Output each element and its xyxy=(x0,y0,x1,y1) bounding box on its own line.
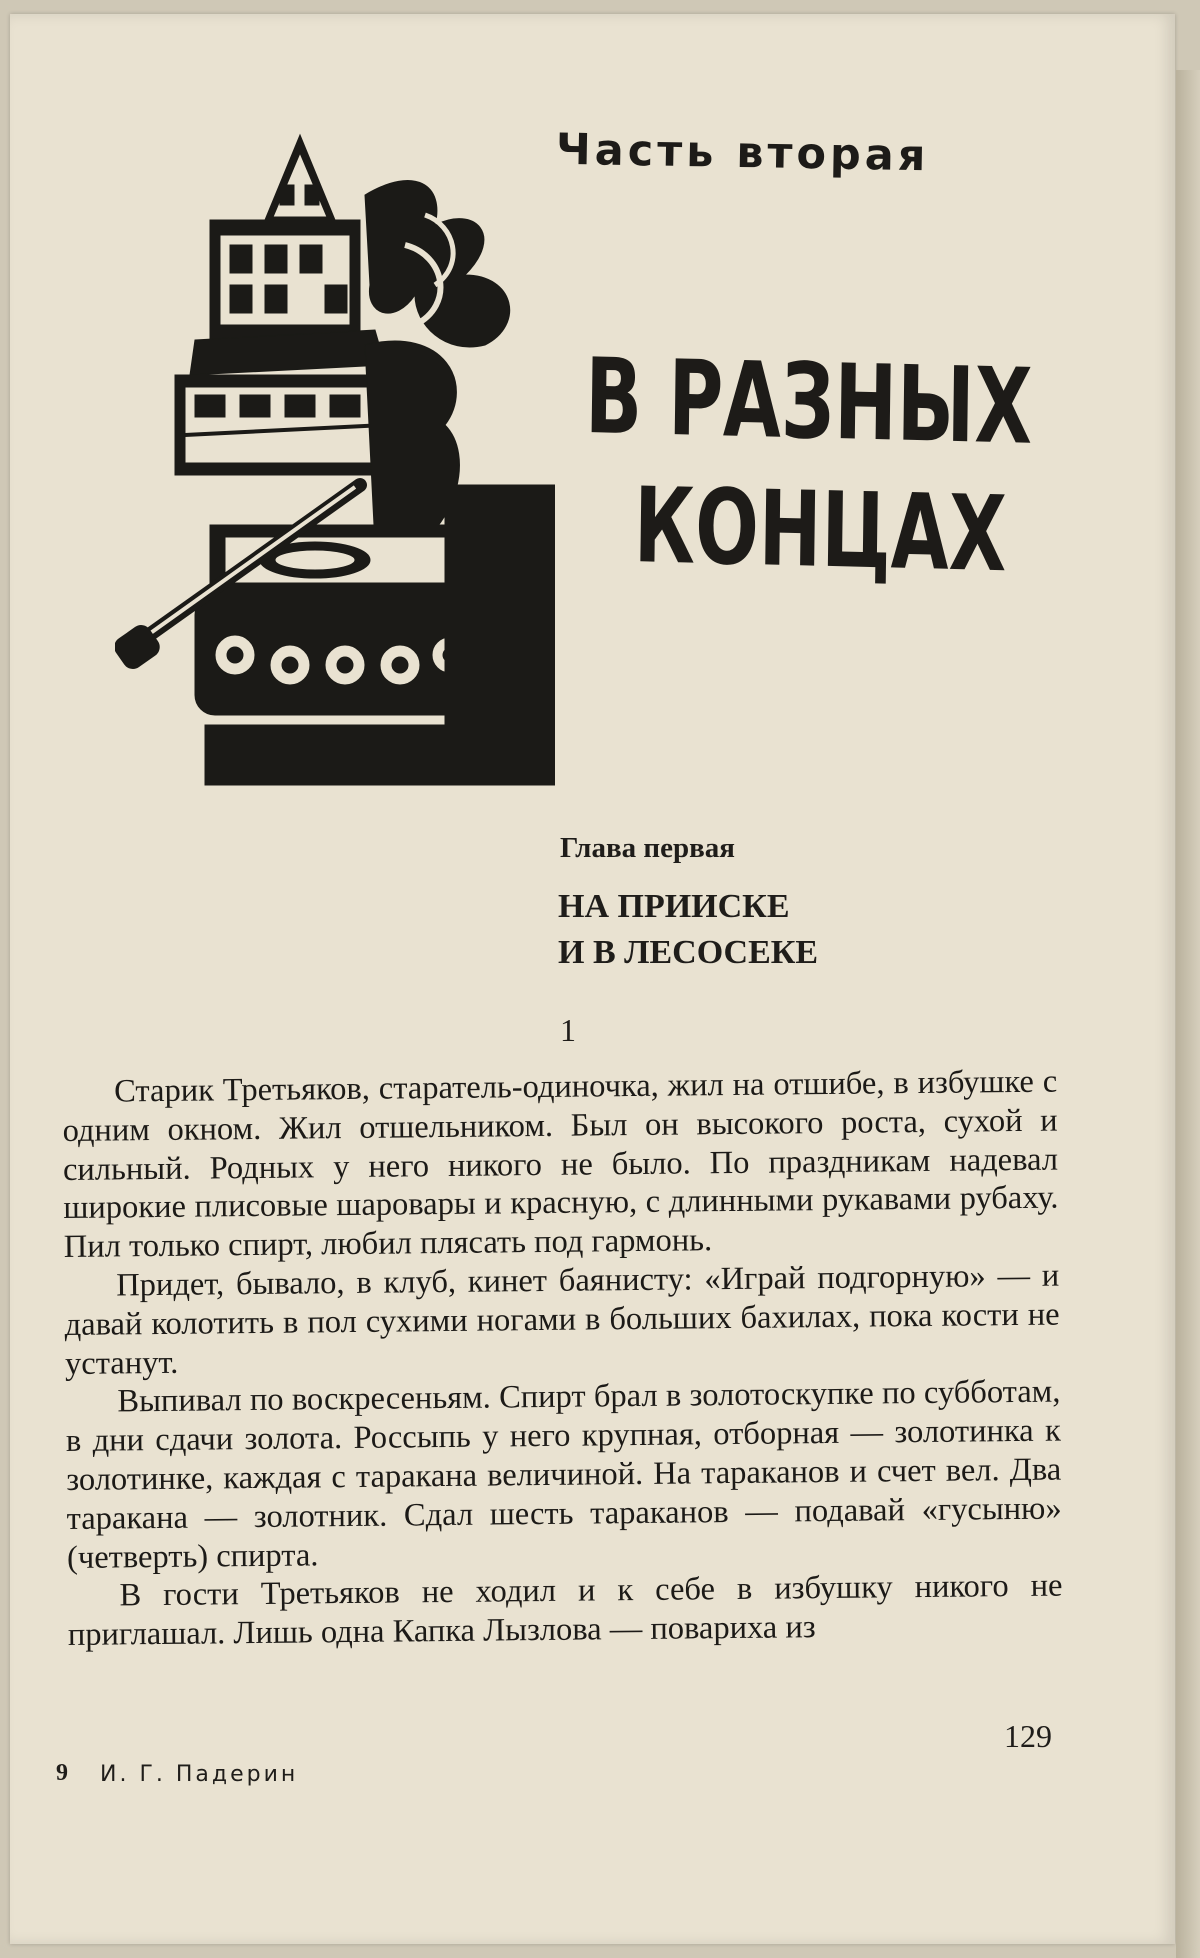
body-text xyxy=(62,1063,1063,1655)
paragraph: Старик Третьяков, старатель-одиночка, жил на отшибе, в избушке с одним окном. Жил отшельником. Был он высокого роста, сухой и сильный. Родных у него никого не было. По праздникам надевал широкие плисовые шаровары и красную, с длинными рукавами рубаху. Пил только спирт, любил плясать под гармонь. xyxy=(62,1063,1059,1266)
part-label: Часть вторая xyxy=(555,124,930,182)
chapter-label: Глава первая xyxy=(560,832,735,864)
part-title-line-1: В РАЗНЫХ xyxy=(584,334,1034,468)
signature-mark: 9 xyxy=(56,1760,68,1786)
section-number: 1 xyxy=(560,1012,576,1048)
part-title-line-2: КОНЦАХ xyxy=(633,464,1008,596)
page-number: 129 xyxy=(1004,1718,1052,1754)
author-footer: И. Г. Падерин xyxy=(100,1762,299,1787)
chapter-title xyxy=(558,884,818,976)
part-title xyxy=(583,332,1034,596)
paragraph: Выпивал по воскресеньям. Спирт брал в золотоскупке по субботам, в дни сдачи золота. Россыпь у него крупная, отборная — золотинка к золотинке, каждая с таракана величиной. На тараканов и счет вел. Два таракана — золотник. Сдал шесть тараканов — подавай «гусыню» (четверть) спирта. xyxy=(65,1373,1062,1576)
paragraph: В гости Третьяков не ходил и к себе в избушку никого не приглашал. Лишь одна Капка Лызлова — повариха из xyxy=(67,1567,1063,1654)
woodcut-town-and-tank-illustration xyxy=(115,125,555,795)
chapter-title-line-2: И В ЛЕСОСЕКЕ xyxy=(558,934,819,971)
page-edge xyxy=(1176,70,1200,1958)
chapter-title-line-1: НА ПРИИСКЕ xyxy=(558,888,790,925)
paragraph: Придет, бывало, в клуб, кинет баянисту: «Играй подгорную» — и давай колотить в пол сухими ногами в больших бахилах, пока кости не устанут. xyxy=(64,1257,1060,1382)
